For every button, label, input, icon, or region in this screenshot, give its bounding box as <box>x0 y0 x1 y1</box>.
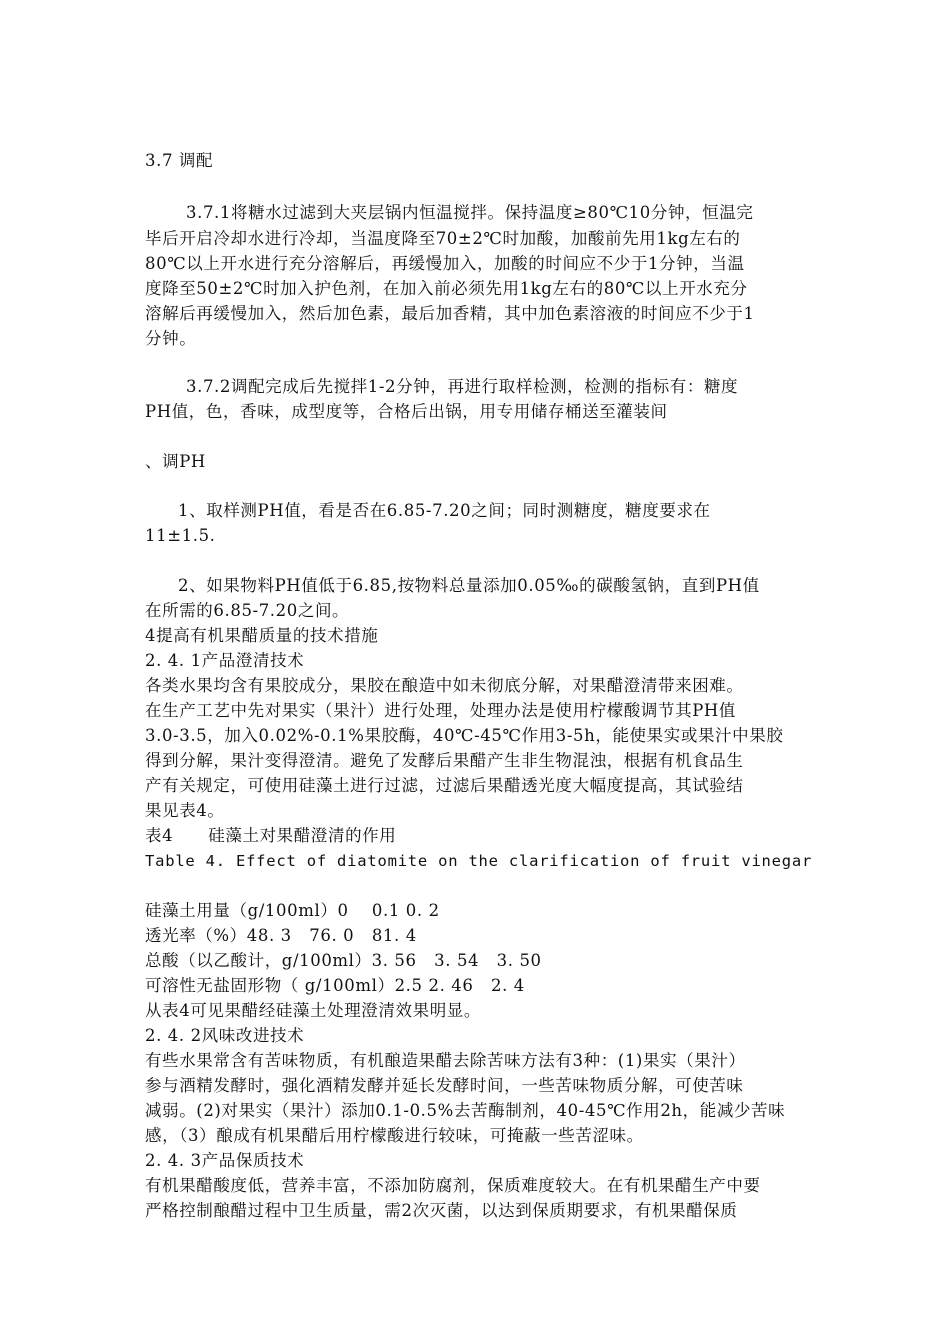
paragraph-line: 产有关规定，可使用硅藻土进行过滤，过滤后果醋透光度大幅度提高，其试验结 <box>145 776 744 795</box>
table-caption-english: Table 4. Effect of diatomite on the clarification of fruit vinegar <box>145 852 813 870</box>
paragraph-line: 在所需的6.85-7.20之间。 <box>145 601 350 620</box>
paragraph-line: 3.7.2调配完成后先搅拌1-2分钟，再进行取样检测，检测的指标有：糖度 <box>186 377 739 396</box>
paragraph-line: 80℃以上开水进行充分溶解后，再缓慢加入，加酸的时间应不少于1分钟，当温 <box>145 254 745 273</box>
paragraph-line: 溶解后再缓慢加入，然后加色素，最后加香精，其中加色素溶液的时间应不少于1 <box>145 304 755 323</box>
paragraph-line: 3.7.1将糖水过滤到大夹层锅内恒温搅拌。保持温度≥80℃10分钟，恒温完 <box>186 203 754 222</box>
paragraph-line: 分钟。 <box>145 329 197 348</box>
subsection-heading: 2. 4. 3产品保质技术 <box>145 1151 305 1170</box>
paragraph-line: 感，（3）酿成有机果醋后用柠檬酸进行较味，可掩蔽一些苦涩味。 <box>145 1126 644 1145</box>
table-row: 硅藻土用量（g/100ml）0 0.1 0. 2 <box>145 901 440 920</box>
paragraph-line: 2、如果物料PH值低于6.85,按物料总量添加0.05‰的碳酸氢钠，直到PH值 <box>178 576 760 595</box>
paragraph-line: 度降至50±2℃时加入护色剂，在加入前必须先用1kg左右的80℃以上开水充分 <box>145 279 748 298</box>
paragraph-line: 得到分解，果汁变得澄清。避免了发酵后果醋产生非生物混浊，根据有机食品生 <box>145 751 744 770</box>
paragraph-line: 从表4可见果醋经硅藻土处理澄清效果明显。 <box>145 1001 481 1020</box>
section-heading-4: 4提高有机果醋质量的技术措施 <box>145 626 379 645</box>
paragraph-line: 1、取样测PH值，看是否在6.85-7.20之间；同时测糖度，糖度要求在 <box>178 501 711 520</box>
paragraph-line: 毕后开启冷却水进行冷却，当温度降至70±2℃时加酸，加酸前先用1kg左右的 <box>145 229 741 248</box>
section-heading-ph: 、调PH <box>145 452 206 471</box>
paragraph-line: PH值，色，香味，成型度等，合格后出锅，用专用储存桶送至灌装间 <box>145 402 668 421</box>
table-row: 可溶性无盐固形物（ g/100ml）2.5 2. 46 2. 4 <box>145 976 525 995</box>
table-caption: 表4 硅藻土对果醋澄清的作用 <box>145 826 397 845</box>
subsection-heading: 2. 4. 1产品澄清技术 <box>145 651 305 670</box>
paragraph-line: 各类水果均含有果胶成分，果胶在酿造中如未彻底分解，对果醋澄清带来困难。 <box>145 676 744 695</box>
paragraph-line: 参与酒精发酵时，强化酒精发酵并延长发酵时间，一些苦味物质分解，可使苦味 <box>145 1076 744 1095</box>
subsection-heading: 2. 4. 2风味改进技术 <box>145 1026 305 1045</box>
section-heading-3-7: 3.7 调配 <box>145 151 214 170</box>
paragraph-line: 3.0-3.5，加入0.02%-0.1%果胶酶，40℃-45℃作用3-5h，能使果实或果汁中果胶 <box>145 726 784 745</box>
table-row: 总酸（以乙酸计，g/100ml）3. 56 3. 54 3. 50 <box>145 951 542 970</box>
paragraph-line: 有些水果常含有苦味物质，有机酿造果醋去除苦味方法有3种：(1)果实（果汁） <box>145 1051 746 1070</box>
paragraph-line: 有机果醋酸度低，营养丰富，不添加防腐剂，保质难度较大。在有机果醋生产中要 <box>145 1176 761 1195</box>
paragraph-line: 11±1.5. <box>145 526 216 545</box>
table-row: 透光率（%）48. 3 76. 0 81. 4 <box>145 926 417 945</box>
paragraph-line: 果见表4。 <box>145 801 225 820</box>
paragraph-line: 在生产工艺中先对果实（果汁）进行处理，处理办法是使用柠檬酸调节其PH值 <box>145 701 736 720</box>
paragraph-line: 严格控制酿醋过程中卫生质量，需2次灭菌，以达到保质期要求，有机果醋保质 <box>145 1201 738 1220</box>
paragraph-line: 减弱。(2)对果实（果汁）添加0.1-0.5%去苦酶制剂，40-45℃作用2h，能减少苦味 <box>145 1101 786 1120</box>
